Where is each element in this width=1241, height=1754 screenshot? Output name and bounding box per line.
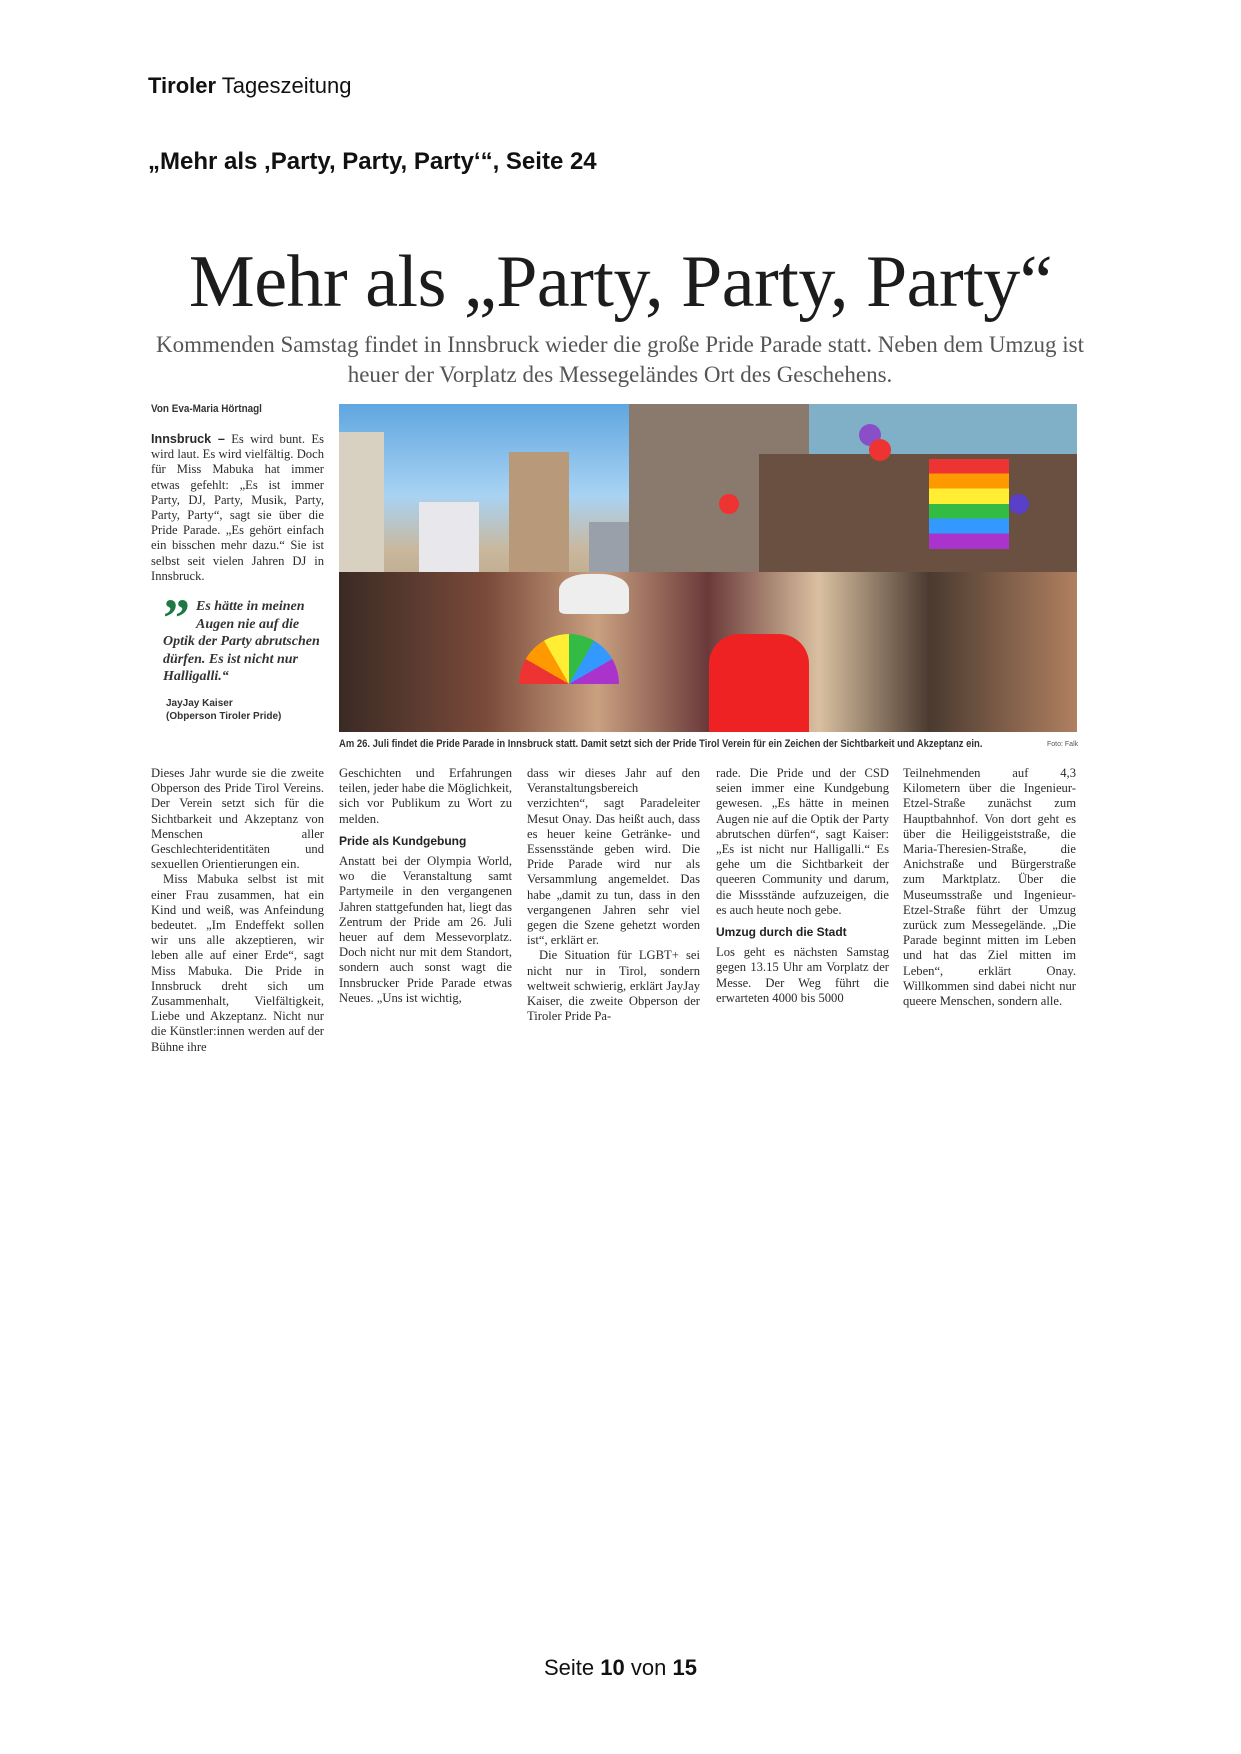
quote-attribution — [166, 697, 281, 723]
paragraph: dass wir dieses Jahr auf den Veranstaltungsbereich verzichten“, sagt Paradeleiter Mesut Onay. Das heißt auch, dass es heuer keine Getränke- und Essensstände geben wird. Die Pride Parade wird nur als Versammlung angemeldet. Das habe „damit zu tun, dass in den vergangenen Jahren sehr viel gegen die Szene gehetzt worden ist“, erklärt er. — [527, 766, 700, 948]
pull-quote-text: Es hätte in meinen Augen nie auf die Optik der Party abrutschen dürfen. Es ist nicht nur Halligalli.“ — [163, 599, 320, 684]
column-2 — [339, 766, 512, 1006]
page-number — [0, 1655, 1241, 1681]
source-line: „Mehr als ‚Party, Party, Party‘“, Seite 24 — [148, 148, 597, 175]
publication-header — [148, 73, 351, 99]
brand-bold: Tiroler — [148, 73, 217, 98]
quote-author: JayJay Kaiser — [166, 698, 233, 709]
subheading: Umzug durch die Stadt — [716, 925, 847, 940]
article-headline: Mehr als „Party, Party, Party“ — [188, 241, 1053, 323]
total-pages: 15 — [672, 1655, 697, 1680]
column-1 — [151, 766, 324, 1055]
column-4 — [716, 766, 889, 1006]
paragraph: Dieses Jahr wurde sie die zweite Obperson des Pride Tirol Vereins. Der Verein setzt sich für die Sichtbarkeit und Akzeptanz von Menschen aller Geschlechteridentitäten und sexuellen Orientierungen ein. — [151, 766, 324, 872]
pull-quote — [163, 588, 323, 686]
column-5 — [903, 766, 1076, 1009]
dateline: Innsbruck – — [151, 432, 225, 446]
paragraph: Los geht es nächsten Samstag gegen 13.15 Uhr am Vorplatz der Messe. Der Weg führt die erwarteten 4000 bis 5000 — [716, 945, 889, 1005]
lead-text: Es wird bunt. Es wird laut. Es wird vielfältig. Doch für Miss Mabuka hat immer etwas gefehlt: „Es ist immer Party, DJ, Party, Musik, Party, Party, Party“, sagt sie über die Pride Parade. „Es gehört einfach ein bisschen mehr dazu.“ Sie ist selbst seit vielen Jahren DJ in Innsbruck. — [151, 432, 325, 583]
photo-credit: Foto: Falk — [1047, 741, 1079, 748]
column-3 — [527, 766, 700, 1024]
page-of: von — [630, 1655, 667, 1680]
paragraph: Miss Mabuka selbst ist mit einer Frau zusammen, hat ein Kind und weiß, was Anfeindung bedeutet. „Im Endeffekt sollen wir uns alle akzeptieren, wir leben alle auf einer Erde“, sagt Miss Mabuka. Die Pride in Innsbruck dreht sich um Zusammenhalt, Vielfältigkeit, Liebe und Akzeptanz. Nicht nur die Künstler:innen werden auf der Bühne ihre — [151, 872, 324, 1054]
lead-paragraph — [151, 432, 324, 584]
byline: Von Eva-Maria Hörtnagl — [151, 403, 262, 415]
paragraph: Anstatt bei der Olympia World, wo die Veranstaltung samt Partymeile in den vergangenen Jahren stattgefunden hat, liegt das Zentrum der Pride am 26. Juli heuer auf dem Messevorplatz. Doch nicht nur mit dem Standort, sondern auch sonst wagt die Innsbrucker Pride Parade etwas Neues. „Uns ist wichtig, — [339, 854, 512, 1005]
paragraph: Geschichten und Erfahrungen teilen, jeder habe die Möglichkeit, sich vor Publikum zu Wort zu melden. — [339, 766, 512, 826]
paragraph: Die Situation für LGBT+ sei nicht nur in Tirol, sondern weltweit schwierig, erklärt JayJay Kaiser, die zweite Obperson der Tiroler Pride Pa- — [527, 948, 700, 1024]
rainbow-fan — [519, 634, 619, 732]
page-prefix: Seite — [544, 1655, 595, 1680]
photo-caption: Am 26. Juli findet die Pride Parade in Innsbruck statt. Damit setzt sich der Pride Tirol Verein für ein Zeichen der Sichtbarkeit und Akzeptanz ein. — [339, 738, 983, 750]
rainbow-flag — [929, 459, 1009, 549]
current-page: 10 — [600, 1655, 625, 1680]
quote-mark-icon: ” — [163, 588, 190, 648]
parade-photo — [339, 404, 1077, 732]
subheading: Pride als Kundgebung — [339, 833, 467, 848]
paragraph: rade. Die Pride und der CSD seien immer eine Kundgebung gewesen. „Es hätte in meinen Augen nie auf die Optik der Party abrutschen dürfen“, sagt Kaiser: „Es ist nicht nur Halligalli.“ Es gehe um die Sichtbarkeit der queeren Community und darum, die Missstände aufzuzeigen, die es auch heute noch gebe. — [716, 766, 889, 917]
paragraph: Teilnehmenden auf 4,3 Kilometern über die Ingenieur-Etzel-Straße zunächst zum Hauptbahnhof. Von dort geht es über die Heiliggeiststraße, die Maria-Theresien-Straße, die Anichstraße und Bürgerstraße zum Marktplatz. Über die Museumsstraße und Ingenieur-Etzel-Straße führt der Umzug zurück zum Messegelände. „Die Parade beginnt mitten im Leben und hat das Ziel mitten im Leben“, erklärt Onay. Willkommen sind dabei nicht nur queere Menschen, sondern alle. — [903, 766, 1076, 1009]
article-deck: Kommenden Samstag findet in Innsbruck wieder die große Pride Parade statt. Neben dem Umzug ist heuer der Vorplatz des Messegeländes Ort des Geschehens. — [155, 332, 1085, 387]
brand-rest: Tageszeitung — [221, 73, 352, 98]
quote-role: (Obperson Tiroler Pride) — [166, 711, 282, 722]
